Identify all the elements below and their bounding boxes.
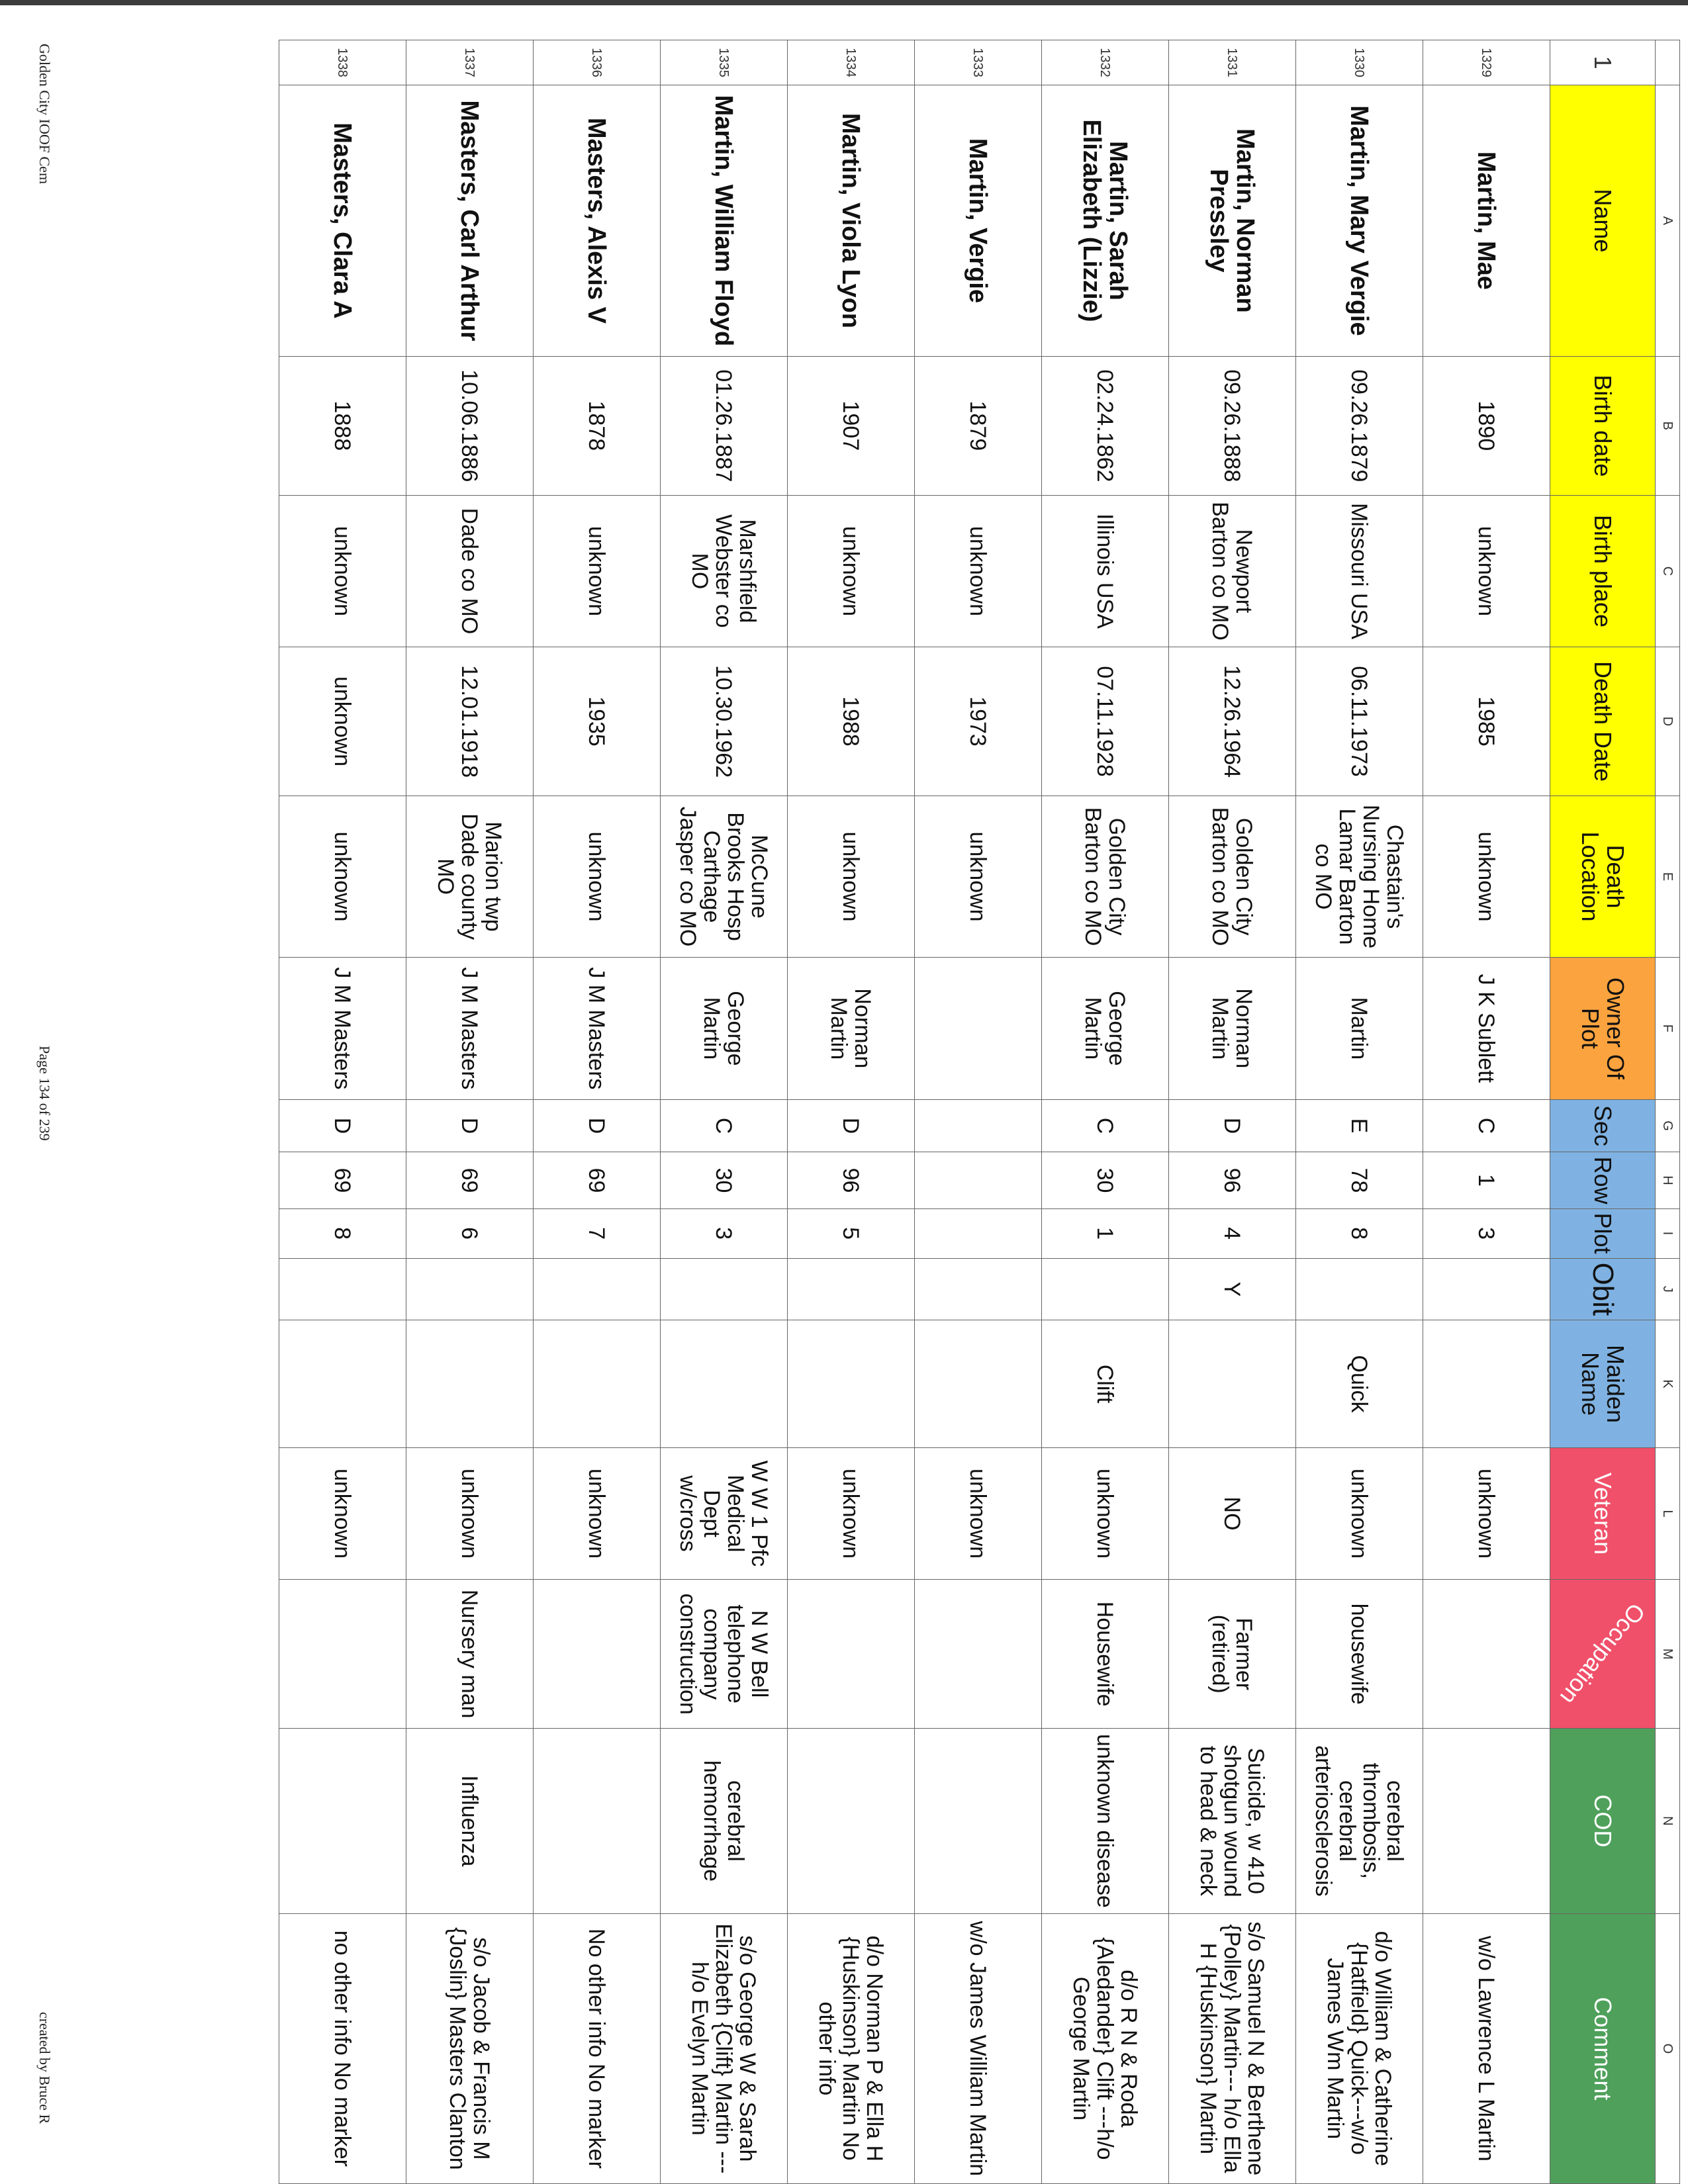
cell-name: Martin, Mary Vergie [1296,85,1423,356]
cell-occupation [915,1580,1042,1729]
cell-birth-date: 01.26.1887 [661,356,788,495]
cell-sec: D [406,1099,534,1152]
cell-maiden: Quick [1296,1320,1423,1447]
cell-veteran: unknown [915,1447,1042,1580]
cell-occupation: Nursery man [406,1580,534,1729]
cell-sec: C [661,1099,788,1152]
cell-owner [915,958,1042,1099]
cell-comment: d/o William & Catherine {Hatfield} Quick---w/o James Wm Martin [1296,1913,1423,2183]
cell-maiden [1169,1320,1296,1447]
header-row: Row [1550,1152,1656,1208]
row-number: 1336 [534,40,661,85]
cell-birth-date: 02.24.1862 [1042,356,1169,495]
cell-owner: J M Masters [406,958,534,1099]
cell-birth-place: unknown [915,495,1042,647]
cell-birth-date: 09.26.1888 [1169,356,1296,495]
cell-comment: s/o Samuel N & Berthene {Polley} Martin--- h/o Ella H {Huskinson} Martin [1169,1913,1296,2183]
cell-comment: w/o James William Martin [915,1913,1042,2183]
cell-plot: 3 [661,1208,788,1258]
col-letter: F [1656,958,1680,1099]
cell-owner: George Martin [1042,958,1169,1099]
cell-birth-place: unknown [1423,495,1550,647]
cell-cod: cerebral hemorrhage [661,1729,788,1914]
cell-birth-place: unknown [279,495,406,647]
cell-obit [915,1258,1042,1320]
table-row [661,40,788,2184]
cell-comment: no other info No marker [279,1913,406,2183]
cell-birth-date: 09.26.1879 [1296,356,1423,495]
header-owner-of-plot: Owner Of Plot [1550,958,1656,1099]
cell-cod: Suicide, w 410 shotgun wound to head & neck [1169,1729,1296,1914]
cell-row: 69 [406,1152,534,1208]
cell-birth-date: 1878 [534,356,661,495]
cell-comment: s/o Jacob & Francis M {Joslin} Masters Clanton [406,1913,534,2183]
cell-cod: unknown disease [1042,1729,1169,1914]
col-letter: B [1656,356,1680,495]
row-number: 1330 [1296,40,1423,85]
corner-cell [1656,40,1680,85]
cell-cod [788,1729,915,1914]
cell-death-date: 10.30.1962 [661,647,788,796]
cell-death-location: Marion twp Dade county MO [406,796,534,957]
cell-sec: D [279,1099,406,1152]
col-letter: I [1656,1208,1680,1258]
cell-cod [279,1729,406,1914]
cell-owner: George Martin [661,958,788,1099]
table-row [915,40,1042,2184]
cell-name: Martin, Norman Pressley [1169,85,1296,356]
cell-owner: Norman Martin [1169,958,1296,1099]
cell-death-date: 1935 [534,647,661,796]
cell-plot: 8 [1296,1208,1423,1258]
cell-obit [661,1258,788,1320]
cell-death-date: 12.26.1964 [1169,647,1296,796]
cell-death-date: 1985 [1423,647,1550,796]
cell-sec: D [1169,1099,1296,1152]
cell-cod: Influenza [406,1729,534,1914]
cell-obit [279,1258,406,1320]
cell-owner: J M Masters [279,958,406,1099]
cell-obit [1042,1258,1169,1320]
header-birth-place: Birth place [1550,495,1656,647]
cell-death-location: unknown [1423,796,1550,957]
table-row [1169,40,1296,2184]
cell-comment: d/o R N & Roda {Aledander} Clift ---h/o George Martin [1042,1913,1169,2183]
cell-birth-date: 1907 [788,356,915,495]
cell-plot: 6 [406,1208,534,1258]
cell-obit [1423,1258,1550,1320]
cell-occupation: N W Bell telephone company construction [661,1580,788,1729]
row-number: 1337 [406,40,534,85]
cell-death-location: Chastain's Nursing Home Lamar Barton co MO [1296,796,1423,957]
table-row [1296,40,1423,2184]
cell-death-date: 1973 [915,647,1042,796]
cell-row: 69 [534,1152,661,1208]
col-letter: J [1656,1258,1680,1320]
cell-birth-place: Dade co MO [406,495,534,647]
col-letter: M [1656,1580,1680,1729]
cell-maiden [915,1320,1042,1447]
col-letter: H [1656,1152,1680,1208]
row-number: 1335 [661,40,788,85]
cell-owner: Norman Martin [788,958,915,1099]
header-name: Name [1550,85,1656,356]
cell-occupation [1423,1580,1550,1729]
header-birth-date: Birth date [1550,356,1656,495]
header-plot: Plot [1550,1208,1656,1258]
header-death-location: Death Location [1550,796,1656,957]
cell-sec: C [1042,1099,1169,1152]
col-letter: K [1656,1320,1680,1447]
cell-death-date: 12.01.1918 [406,647,534,796]
cell-occupation [279,1580,406,1729]
record-rows [279,40,1550,2184]
cell-veteran: NO [1169,1447,1296,1580]
cell-occupation: housewife [1296,1580,1423,1729]
cell-name: Martin, Viola Lyon [788,85,915,356]
cell-death-location: unknown [534,796,661,957]
cell-plot: 8 [279,1208,406,1258]
cell-plot [915,1208,1042,1258]
cell-veteran: unknown [1423,1447,1550,1580]
row-number: 1329 [1423,40,1550,85]
cell-maiden [534,1320,661,1447]
cell-name: Martin, Vergie [915,85,1042,356]
cell-birth-place: Newport Barton co MO [1169,495,1296,647]
cell-sec: D [534,1099,661,1152]
cell-birth-date: 1879 [915,356,1042,495]
cell-plot: 7 [534,1208,661,1258]
cell-comment: w/o Lawrence L Martin [1423,1913,1550,2183]
cemetery-spreadsheet [279,40,1680,2184]
cell-death-date: 1988 [788,647,915,796]
header-sec: Sec [1550,1099,1656,1152]
cell-owner: J K Sublett [1423,958,1550,1099]
col-letter: E [1656,796,1680,957]
cell-occupation [534,1580,661,1729]
cell-name: Masters, Alexis V [534,85,661,356]
cell-birth-date: 1888 [279,356,406,495]
table-row [534,40,661,2184]
header-death-date: Death Date [1550,647,1656,796]
cell-obit [406,1258,534,1320]
header-veteran: Veteran [1550,1447,1656,1580]
cell-birth-date: 1890 [1423,356,1550,495]
cell-name: Martin, Mae [1423,85,1550,356]
cell-birth-date: 10.06.1886 [406,356,534,495]
cell-maiden [279,1320,406,1447]
cell-maiden [1423,1320,1550,1447]
cell-occupation: Farmer (retired) [1169,1580,1296,1729]
footer-left: Golden City IOOF Cem [36,44,53,185]
row-number: 1333 [915,40,1042,85]
table-row [1042,40,1169,2184]
col-letter: A [1656,85,1680,356]
table-row [279,40,406,2184]
cell-maiden [661,1320,788,1447]
cell-sec: C [1423,1099,1550,1152]
cell-row [915,1152,1042,1208]
cell-plot: 1 [1042,1208,1169,1258]
column-letter-row [1656,40,1680,2184]
cell-row: 1 [1423,1152,1550,1208]
cell-death-location: unknown [915,796,1042,957]
row-number: 1338 [279,40,406,85]
cell-death-location: unknown [279,796,406,957]
cell-plot: 5 [788,1208,915,1258]
cell-comment: d/o Norman P & Ella H {Huskinson} Martin No other info [788,1913,915,2183]
cell-veteran: unknown [1042,1447,1169,1580]
cell-death-date: 06.11.1973 [1296,647,1423,796]
header-obit: Obit [1550,1258,1656,1320]
header-comment: Comment [1550,1913,1656,2183]
cell-row: 30 [1042,1152,1169,1208]
cell-death-date: unknown [279,647,406,796]
cell-cod [1423,1729,1550,1914]
cell-plot: 3 [1423,1208,1550,1258]
cell-death-location: McCune Brooks Hosp Carthage Jasper co MO [661,796,788,957]
cell-birth-place: Missouri USA [1296,495,1423,647]
row-number: 1 [1550,40,1656,85]
cell-row: 96 [788,1152,915,1208]
header-cod: COD [1550,1729,1656,1914]
row-number: 1334 [788,40,915,85]
footer-right: created by Bruce R [36,2012,53,2124]
table-row [788,40,915,2184]
cell-birth-place: Illinois USA [1042,495,1169,647]
cell-obit [788,1258,915,1320]
col-letter: D [1656,647,1680,796]
cell-occupation: Housewife [1042,1580,1169,1729]
cell-row: 78 [1296,1152,1423,1208]
cell-maiden: Clift [1042,1320,1169,1447]
cell-veteran: unknown [279,1447,406,1580]
cell-veteran: W W 1 Pfc Medical Dept w/cross [661,1447,788,1580]
cell-sec [915,1099,1042,1152]
col-letter: N [1656,1729,1680,1914]
row-number: 1331 [1169,40,1296,85]
cell-name: Martin, William Floyd [661,85,788,356]
cell-veteran: unknown [1296,1447,1423,1580]
cell-row: 30 [661,1152,788,1208]
cell-name: Martin, Sarah Elizabeth (Lizzie) [1042,85,1169,356]
cell-death-location: Golden City Barton co MO [1169,796,1296,957]
cell-death-date: 07.11.1928 [1042,647,1169,796]
header-maiden-name: Maiden Name [1550,1320,1656,1447]
table-row [406,40,534,2184]
cell-name: Masters, Carl Arthur [406,85,534,356]
row-number: 1332 [1042,40,1169,85]
cell-birth-place: unknown [534,495,661,647]
cell-veteran: unknown [406,1447,534,1580]
cell-cod [915,1729,1042,1914]
col-letter: O [1656,1913,1680,2183]
cell-cod: cerebral thrombosis, cerebral arteriosclerosis [1296,1729,1423,1914]
cell-birth-place: unknown [788,495,915,647]
cell-maiden [788,1320,915,1447]
col-letter: L [1656,1447,1680,1580]
col-letter: G [1656,1099,1680,1152]
cell-death-location: unknown [788,796,915,957]
cell-comment: s/o George W & Sarah Elizabeth {Clift} Martin ---h/o Evelyn Martin [661,1913,788,2183]
cell-obit: Y [1169,1258,1296,1320]
cell-row: 69 [279,1152,406,1208]
cell-owner: J M Masters [534,958,661,1099]
cell-sec: E [1296,1099,1423,1152]
cell-plot: 4 [1169,1208,1296,1258]
cell-cod [534,1729,661,1914]
header-row [1550,40,1656,2184]
cell-veteran: unknown [788,1447,915,1580]
table-row [1423,40,1550,2184]
cell-birth-place: Marshfield Webster co MO [661,495,788,647]
footer-page: Page 134 of 239 [36,1046,53,1141]
cell-comment: No other info No marker [534,1913,661,2183]
cell-death-location: Golden City Barton co MO [1042,796,1169,957]
cell-obit [1296,1258,1423,1320]
header-occupation [1550,1580,1656,1729]
cell-obit [534,1258,661,1320]
cell-maiden [406,1320,534,1447]
cell-owner: Martin [1296,958,1423,1099]
cell-name: Masters, Clara A [279,85,406,356]
cell-sec: D [788,1099,915,1152]
cell-row: 96 [1169,1152,1296,1208]
cell-occupation [788,1580,915,1729]
col-letter: C [1656,495,1680,647]
header-occupation-label: Occupation [1555,1598,1651,1710]
cell-veteran: unknown [534,1447,661,1580]
